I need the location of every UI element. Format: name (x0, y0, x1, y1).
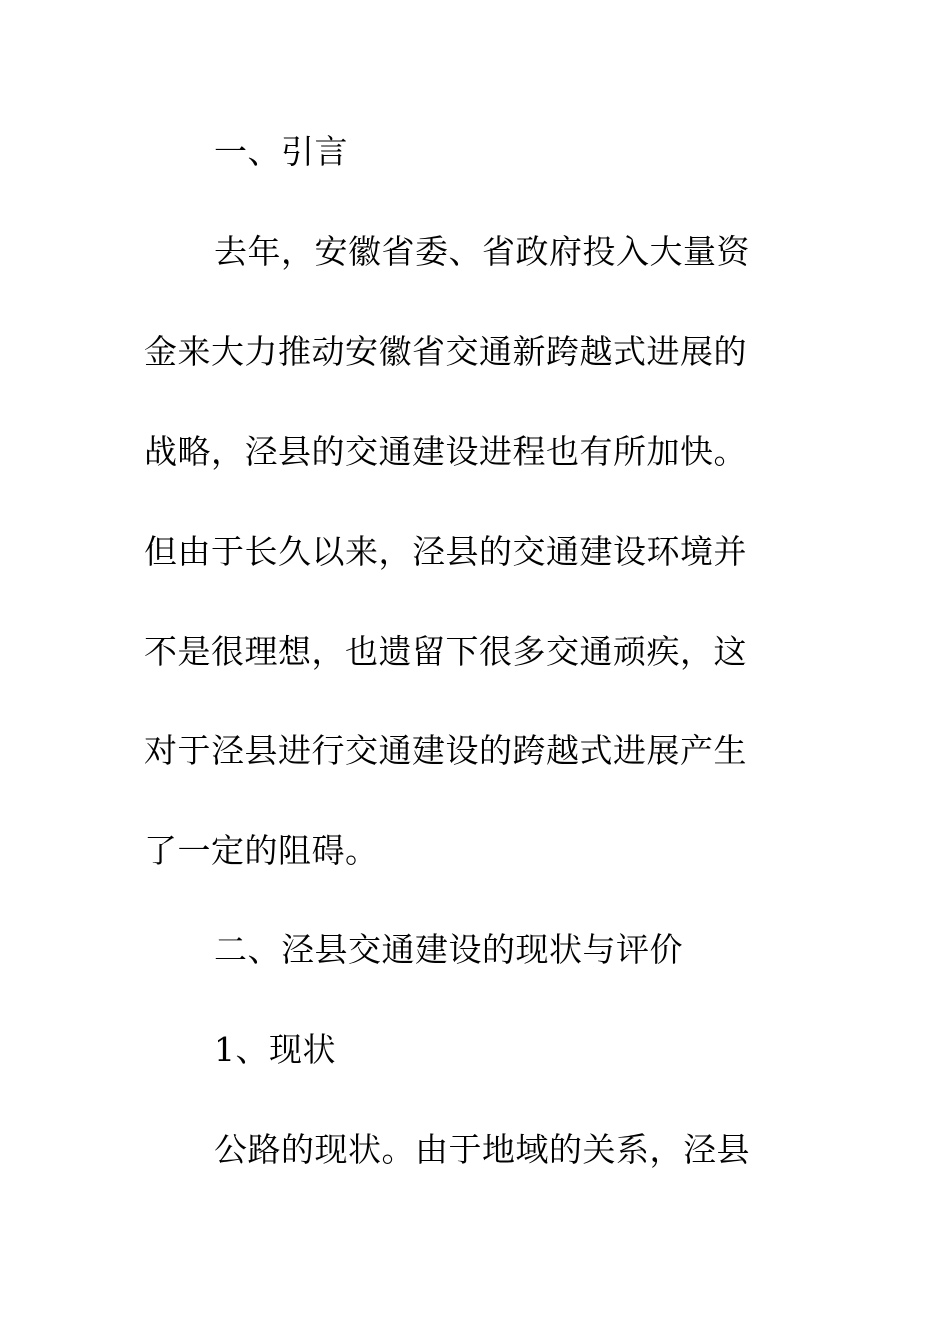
paragraph-line: 了一定的阻碍。 (144, 831, 379, 870)
paragraph-line: 战略，泾县的交通建设进程也有所加快。 (144, 432, 747, 471)
paragraph-line: 金来大力推动安徽省交通新跨越式进展的 (144, 332, 747, 371)
heading-status-and-evaluation: 二、泾县交通建设的现状与评价 (214, 930, 683, 969)
paragraph-line: 去年，安徽省委、省政府投入大量资 (214, 232, 750, 271)
subheading-status: 1、现状 (214, 1030, 336, 1069)
heading-introduction: 一、引言 (214, 132, 348, 171)
paragraph-line: 对于泾县进行交通建设的跨越式进展产生 (144, 731, 747, 770)
paragraph-line: 但由于长久以来，泾县的交通建设环境并 (144, 532, 747, 571)
paragraph-line: 公路的现状。由于地域的关系，泾县 (214, 1130, 750, 1169)
paragraph-line: 不是很理想，也遗留下很多交通顽疾，这 (144, 632, 747, 671)
